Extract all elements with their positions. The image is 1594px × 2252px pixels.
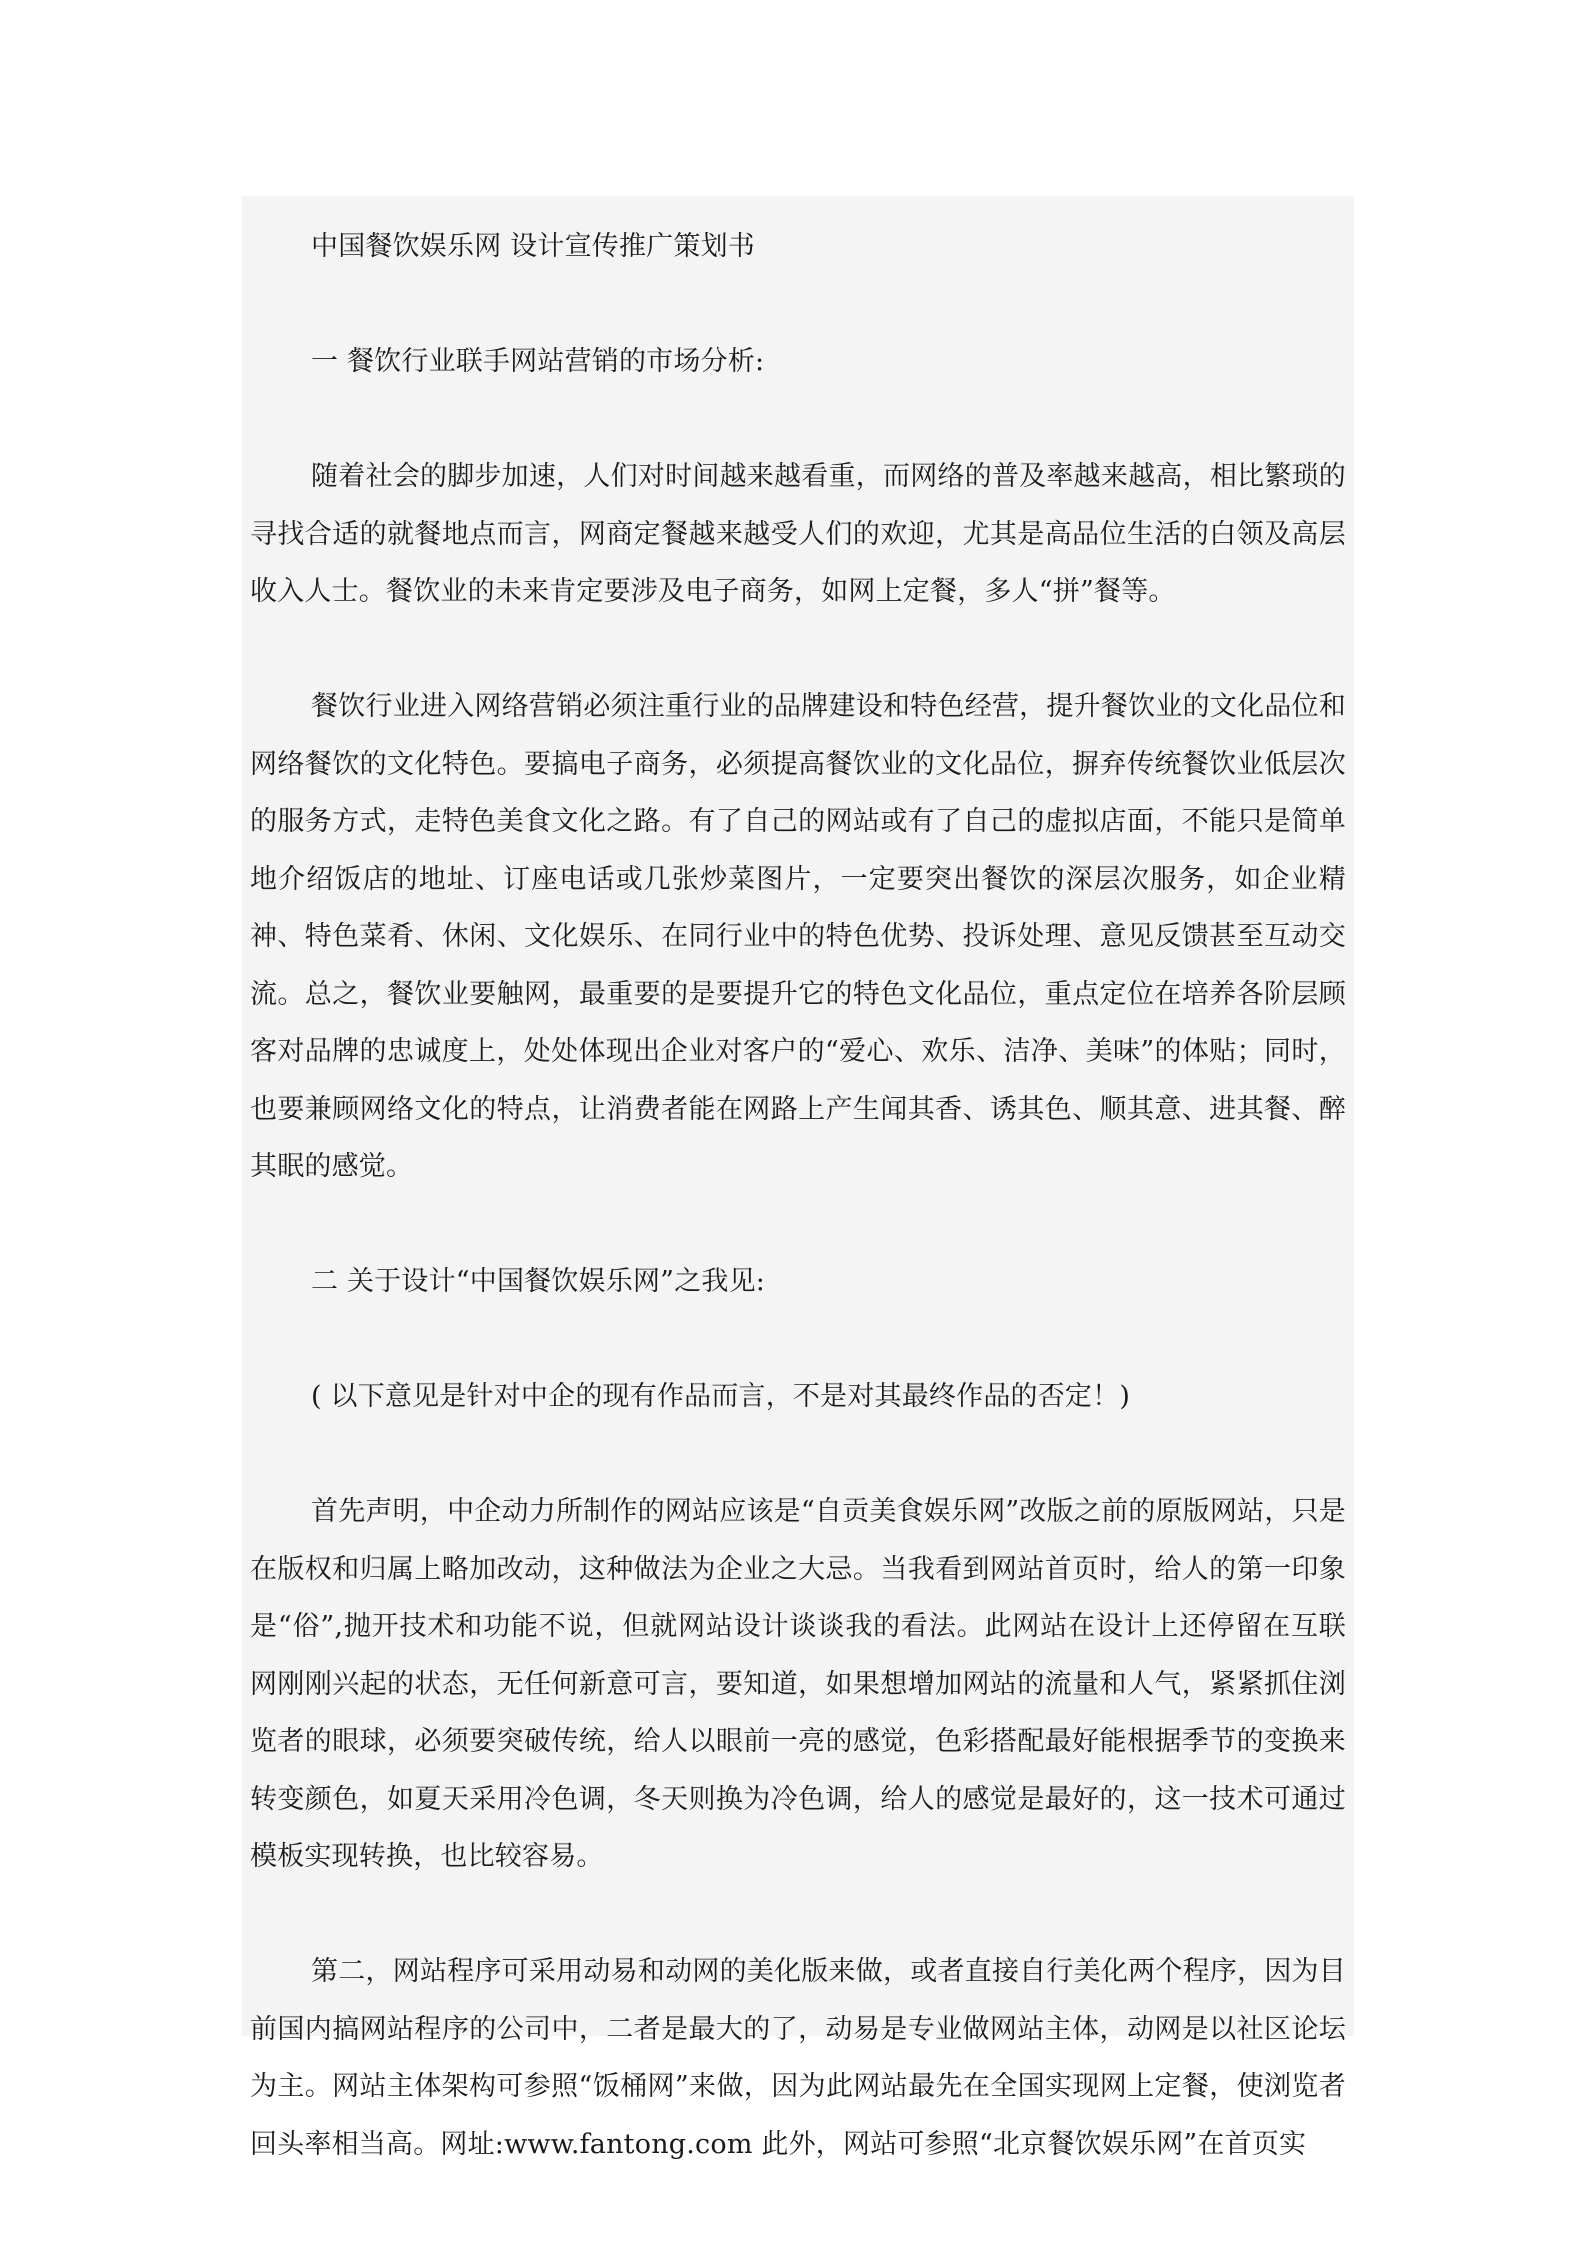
document-title: 中国餐饮娱乐网 设计宣传推广策划书 xyxy=(311,231,755,262)
paragraph-second-point: 第二，网站程序可采用动易和动网的美化版来做，或者直接自行美化两个程序，因为目前国内搞网站程序的公司中，二者是最大的了，动易是专业做网站主体，动网是以社区论坛为主。网站主体架构可参照“饭桶网”来做，因为此网站最先在全国实现网上定餐，使浏览者回头率相当高。网址:www.fantong.com 此外，网站可参照“北京餐饮娱乐网”在首页实 xyxy=(250,1956,1346,2160)
paragraph-first-statement: 首先声明，中企动力所制作的网站应该是“自贡美食娱乐网”改版之前的原版网站，只是在版权和归属上略加改动，这种做法为企业之大忌。当我看到网站首页时，给人的第一印象是“俗”,抛开技术和功能不说，但就网站设计谈谈我的看法。此网站在设计上还停留在互联网刚刚兴起的状态，无任何新意可言，要知道，如果想增加网站的流量和人气，紧紧抓住浏览者的眼球，必须要突破传统，给人以眼前一亮的感觉，色彩搭配最好能根据季节的变换来转变颜色，如夏天采用冷色调，冬天则换为冷色调，给人的感觉是最好的，这一技术可通过模板实现转换，也比较容易。 xyxy=(250,1496,1346,1872)
section-heading-market-analysis: 一 餐饮行业联手网站营销的市场分析: xyxy=(311,346,765,377)
document-page xyxy=(242,196,1354,2160)
paragraph-intro: 随着社会的脚步加速，人们对时间越来越看重，而网络的普及率越来越高，相比繁琐的寻找合适的就餐地点而言，网商定餐越来越受人们的欢迎，尤其是高品位生活的白领及高层收入人士。餐饮业的未来肯定要涉及电子商务，如网上定餐，多人“拼”餐等。 xyxy=(250,461,1346,607)
disclaimer-note: ( 以下意见是针对中企的现有作品而言，不是对其最终作品的否定！) xyxy=(311,1381,1131,1412)
section-heading-design-opinion: 二 关于设计“中国餐饮娱乐网”之我见: xyxy=(311,1266,766,1297)
document-body xyxy=(242,196,1354,2173)
paragraph-branding: 餐饮行业进入网络营销必须注重行业的品牌建设和特色经营，提升餐饮业的文化品位和网络餐饮的文化特色。要搞电子商务，必须提高餐饮业的文化品位，摒弃传统餐饮业低层次的服务方式，走特色美食文化之路。有了自己的网站或有了自己的虚拟店面，不能只是简单地介绍饭店的地址、订座电话或几张炒菜图片，一定要突出餐饮的深层次服务，如企业精神、特色菜肴、休闲、文化娱乐、在同行业中的特色优势、投诉处理、意见反馈甚至互动交流。总之，餐饮业要触网，最重要的是要提升它的特色文化品位，重点定位在培养各阶层顾客对品牌的忠诚度上，处处体现出企业对客户的“爱心、欢乐、洁净、美味”的体贴；同时，也要兼顾网络文化的特点，让消费者能在网路上产生闻其香、诱其色、顺其意、进其餐、醉其眠的感觉。 xyxy=(250,691,1346,1182)
